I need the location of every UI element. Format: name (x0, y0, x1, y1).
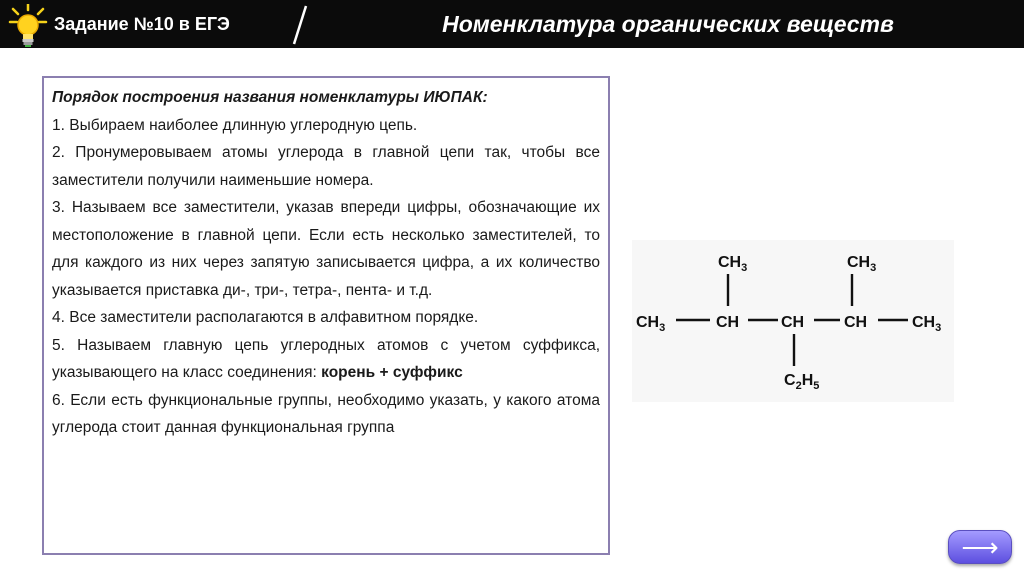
task-label: Задание №10 в ЕГЭ (54, 14, 230, 34)
atom-c2h5-bottom: $C_2H_5$ (784, 372, 820, 392)
atom-ch3-top-c4: $CH_3$ (847, 254, 877, 274)
atom-ch3-right: $CH_3$ (912, 314, 942, 334)
next-slide-button[interactable] (948, 530, 1012, 564)
header-bar (0, 0, 1024, 48)
arrow-right-icon: ⟶ (961, 532, 999, 562)
rule-item-4: 4. Все заместители располагаются в алфавитном порядке. (52, 309, 479, 326)
rule-item-1: 1. Выбираем наиболее длинную углеродную цепь. (52, 116, 418, 134)
iupac-rules-box (42, 76, 610, 555)
rule-item-3: 3. Называем все заместители, указав впереди цифры, обозначающие их местоположение в главной цепи. Если есть несколько заместителей, то для каждого из них через запятую записывается цифра, а их количество указывается приставка ди-, три-, тетра-, пента- и т.д. (52, 199, 600, 299)
atom-ch-c3: CH (781, 314, 805, 331)
atom-ch-c2: CH (716, 314, 740, 331)
rule-item-5-bold: корень + суффикс (321, 364, 463, 381)
structural-formula (632, 240, 954, 402)
atom-ch3-left: $CH_3$ (636, 314, 666, 334)
lightbulb-icon (8, 4, 48, 48)
rule-item-6: 6. Если есть функциональные группы, необходимо указать, у какого атома углерода стоит данная функциональная группа (52, 391, 600, 436)
rule-item-5-text: 5. Называем главную цепь углеродных атомов с учетом суффикса, указывающего на класс соединения: (52, 336, 600, 381)
page-title: Номенклатура органических веществ (442, 11, 894, 37)
rule-item-2: 2. Пронумеровываем атомы углерода в главной цепи так, чтобы все заместители получили наименьшие номера. (52, 144, 600, 189)
structural-formula-diagram (632, 240, 954, 402)
rule-item-5 (52, 332, 600, 387)
atom-ch3-top-c2: $CH_3$ (718, 254, 748, 274)
rules-heading: Порядок построения названия номенклатуры ИЮПАК: (52, 89, 488, 106)
header-divider (288, 4, 312, 46)
atom-ch-c4: CH (844, 314, 868, 331)
